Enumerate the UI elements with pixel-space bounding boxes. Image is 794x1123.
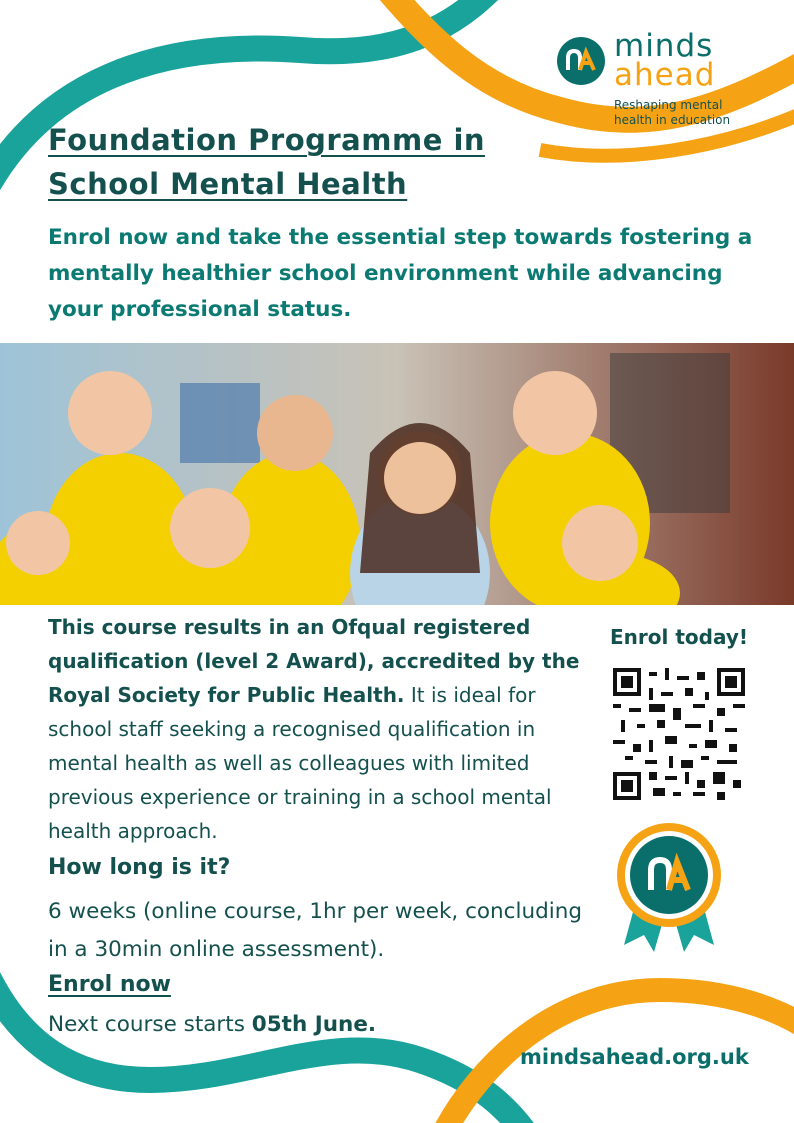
title-line-1: Foundation Programme in: [48, 123, 486, 157]
intro-text: Enrol now and take the essential step towards fostering a mentally healthier school environment while advancing your professional status.: [48, 225, 753, 322]
enrol-now-link[interactable]: Enrol now: [48, 972, 171, 997]
logo-word-ahead: ahead: [614, 57, 716, 93]
award-badge-icon: [614, 820, 724, 955]
enrol-today-heading: Enrol today!: [610, 625, 748, 649]
course-description: [48, 610, 598, 848]
next-course-prefix: Next course starts: [48, 1012, 252, 1037]
classroom-photo: [0, 343, 794, 605]
course-description-rest: It is ideal for school staff seeking a recognised qualification in mental health as well as colleagues with limited previous experience or training in a school mental health approach.: [48, 683, 552, 843]
next-course-date: 05th June.: [251, 1012, 377, 1037]
next-course-text: [48, 1012, 376, 1037]
website-link[interactable]: mindsahead.org.uk: [520, 1045, 749, 1069]
logo-word-minds: minds: [614, 28, 714, 64]
logo-tagline: Reshaping mental health in education: [614, 98, 731, 127]
title-line-2: School Mental Health: [48, 167, 408, 201]
course-description-bold: This course results in an Ofqual registered qualification (level 2 Award), accredited by the Royal Society for Public Health.: [48, 615, 580, 707]
how-long-answer: 6 weeks (online course, 1hr per week, concluding in a 30min online assessment).: [48, 899, 582, 962]
page-title: [48, 118, 518, 206]
logo-mark: [556, 36, 606, 86]
how-long-heading: How long is it?: [48, 855, 231, 880]
qr-code[interactable]: [613, 668, 745, 800]
